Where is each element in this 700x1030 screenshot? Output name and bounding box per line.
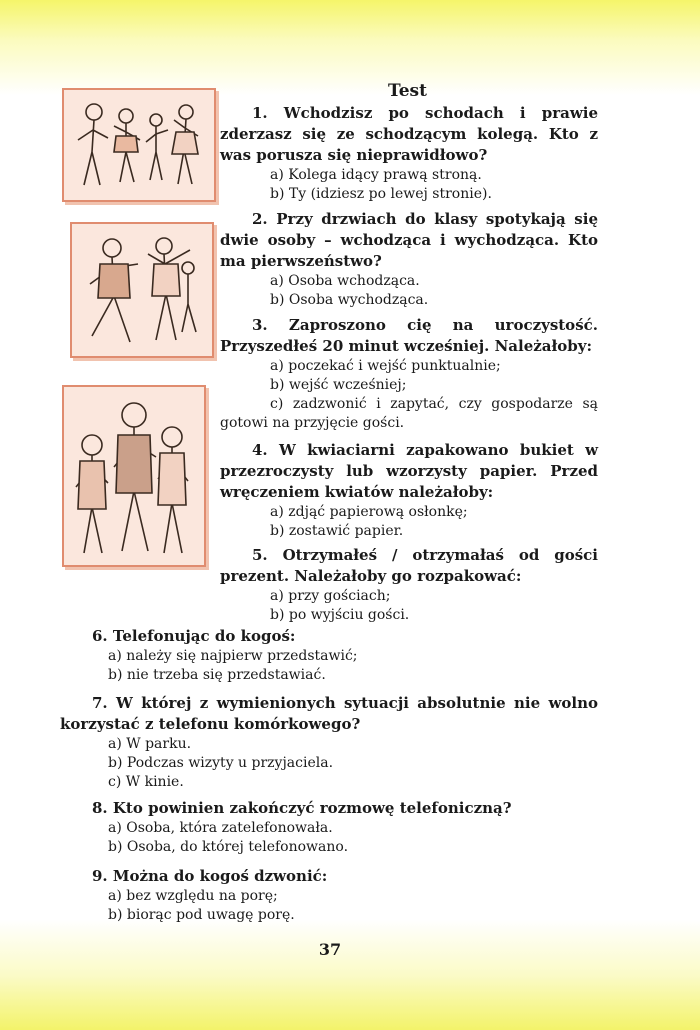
question-2-answer-a: a) Osoba wchodząca. [270, 273, 420, 289]
question-8-answer-a: a) Osoba, która zatelefonowała. [108, 820, 333, 836]
question-9-text: 9. Można do kogoś dzwonić: [92, 867, 328, 885]
question-5-answer-b: b) po wyjściu gości. [270, 607, 410, 623]
question-7-answer-c: c) W kinie. [108, 774, 184, 790]
question-9 [60, 866, 598, 925]
question-7-text: 7. W której z wymienionych sytuacji absolutnie nie wolno korzystać z telefonu komórkowego? [60, 694, 598, 733]
question-1-text: 1. Wchodzisz po schodach i prawie zderzasz się ze schodzącym kolegą. Kto z was porusza się nieprawidłowo? [220, 104, 598, 164]
illustration-doorway [70, 222, 214, 358]
question-3-answer-b: b) wejść wcześniej; [270, 377, 407, 393]
question-4-text: 4. W kwiaciarni zapakowano bukiet w przezroczysty lub wzorzysty papier. Przed wręczeniem kwiatów należałoby: [220, 441, 598, 501]
question-1-answer-b: b) Ty (idziesz po lewej stronie). [270, 186, 492, 202]
question-3-answer-c: c) zadzwonić i zapytać, czy gospodarze są gotowi na przyjęcie gości. [220, 396, 598, 431]
test-title: Test [388, 81, 427, 101]
question-5 [220, 545, 598, 625]
question-4-answer-b: b) zostawić papier. [270, 523, 404, 539]
question-7-answer-a: a) W parku. [108, 736, 192, 752]
people-drawing-3 [64, 387, 204, 565]
question-8-answer-b: b) Osoba, do której telefonowano. [108, 839, 349, 855]
question-9-answer-a: a) bez względu na porę; [108, 888, 278, 904]
question-7 [60, 693, 598, 792]
question-2-answer-b: b) Osoba wychodząca. [270, 292, 429, 308]
question-5-answer-a: a) przy gościach; [270, 588, 391, 604]
illustration-group [62, 385, 206, 567]
question-2-text: 2. Przy drzwiach do klasy spotykają się dwie osoby – wchodząca i wychodząca. Kto ma pierwszeństwo? [220, 210, 598, 270]
question-3-text: 3. Zaproszono cię na uroczystość. Przyszedłeś 20 minut wcześniej. Należałoby: [220, 316, 598, 355]
question-4-answer-a: a) zdjąć papierową osłonkę; [270, 504, 468, 520]
question-5-text: 5. Otrzymałeś / otrzymałaś od gości prezent. Należałoby go rozpakować: [220, 546, 598, 585]
question-9-answer-b: b) biorąc pod uwagę porę. [108, 907, 295, 923]
question-2 [220, 209, 598, 310]
people-drawing-2 [72, 224, 212, 356]
question-6-answer-a: a) należy się najpierw przedstawić; [108, 648, 358, 664]
question-1 [220, 103, 598, 204]
people-drawing-1 [64, 90, 214, 200]
question-4 [220, 440, 598, 541]
question-1-answer-a: a) Kolega idący prawą stroną. [270, 167, 482, 183]
question-7-answer-b: b) Podczas wizyty u przyjaciela. [108, 755, 334, 771]
question-8-text: 8. Kto powinien zakończyć rozmowę telefoniczną? [92, 799, 512, 817]
question-6 [60, 626, 598, 685]
question-6-answer-b: b) nie trzeba się przedstawiać. [108, 667, 326, 683]
illustration-stairs-crowd [62, 88, 216, 202]
page-number: 37 [318, 940, 342, 959]
question-8 [60, 798, 598, 857]
question-3 [220, 315, 598, 433]
question-3-answer-a: a) poczekać i wejść punktualnie; [270, 358, 501, 374]
question-6-text: 6. Telefonując do kogoś: [92, 627, 296, 645]
